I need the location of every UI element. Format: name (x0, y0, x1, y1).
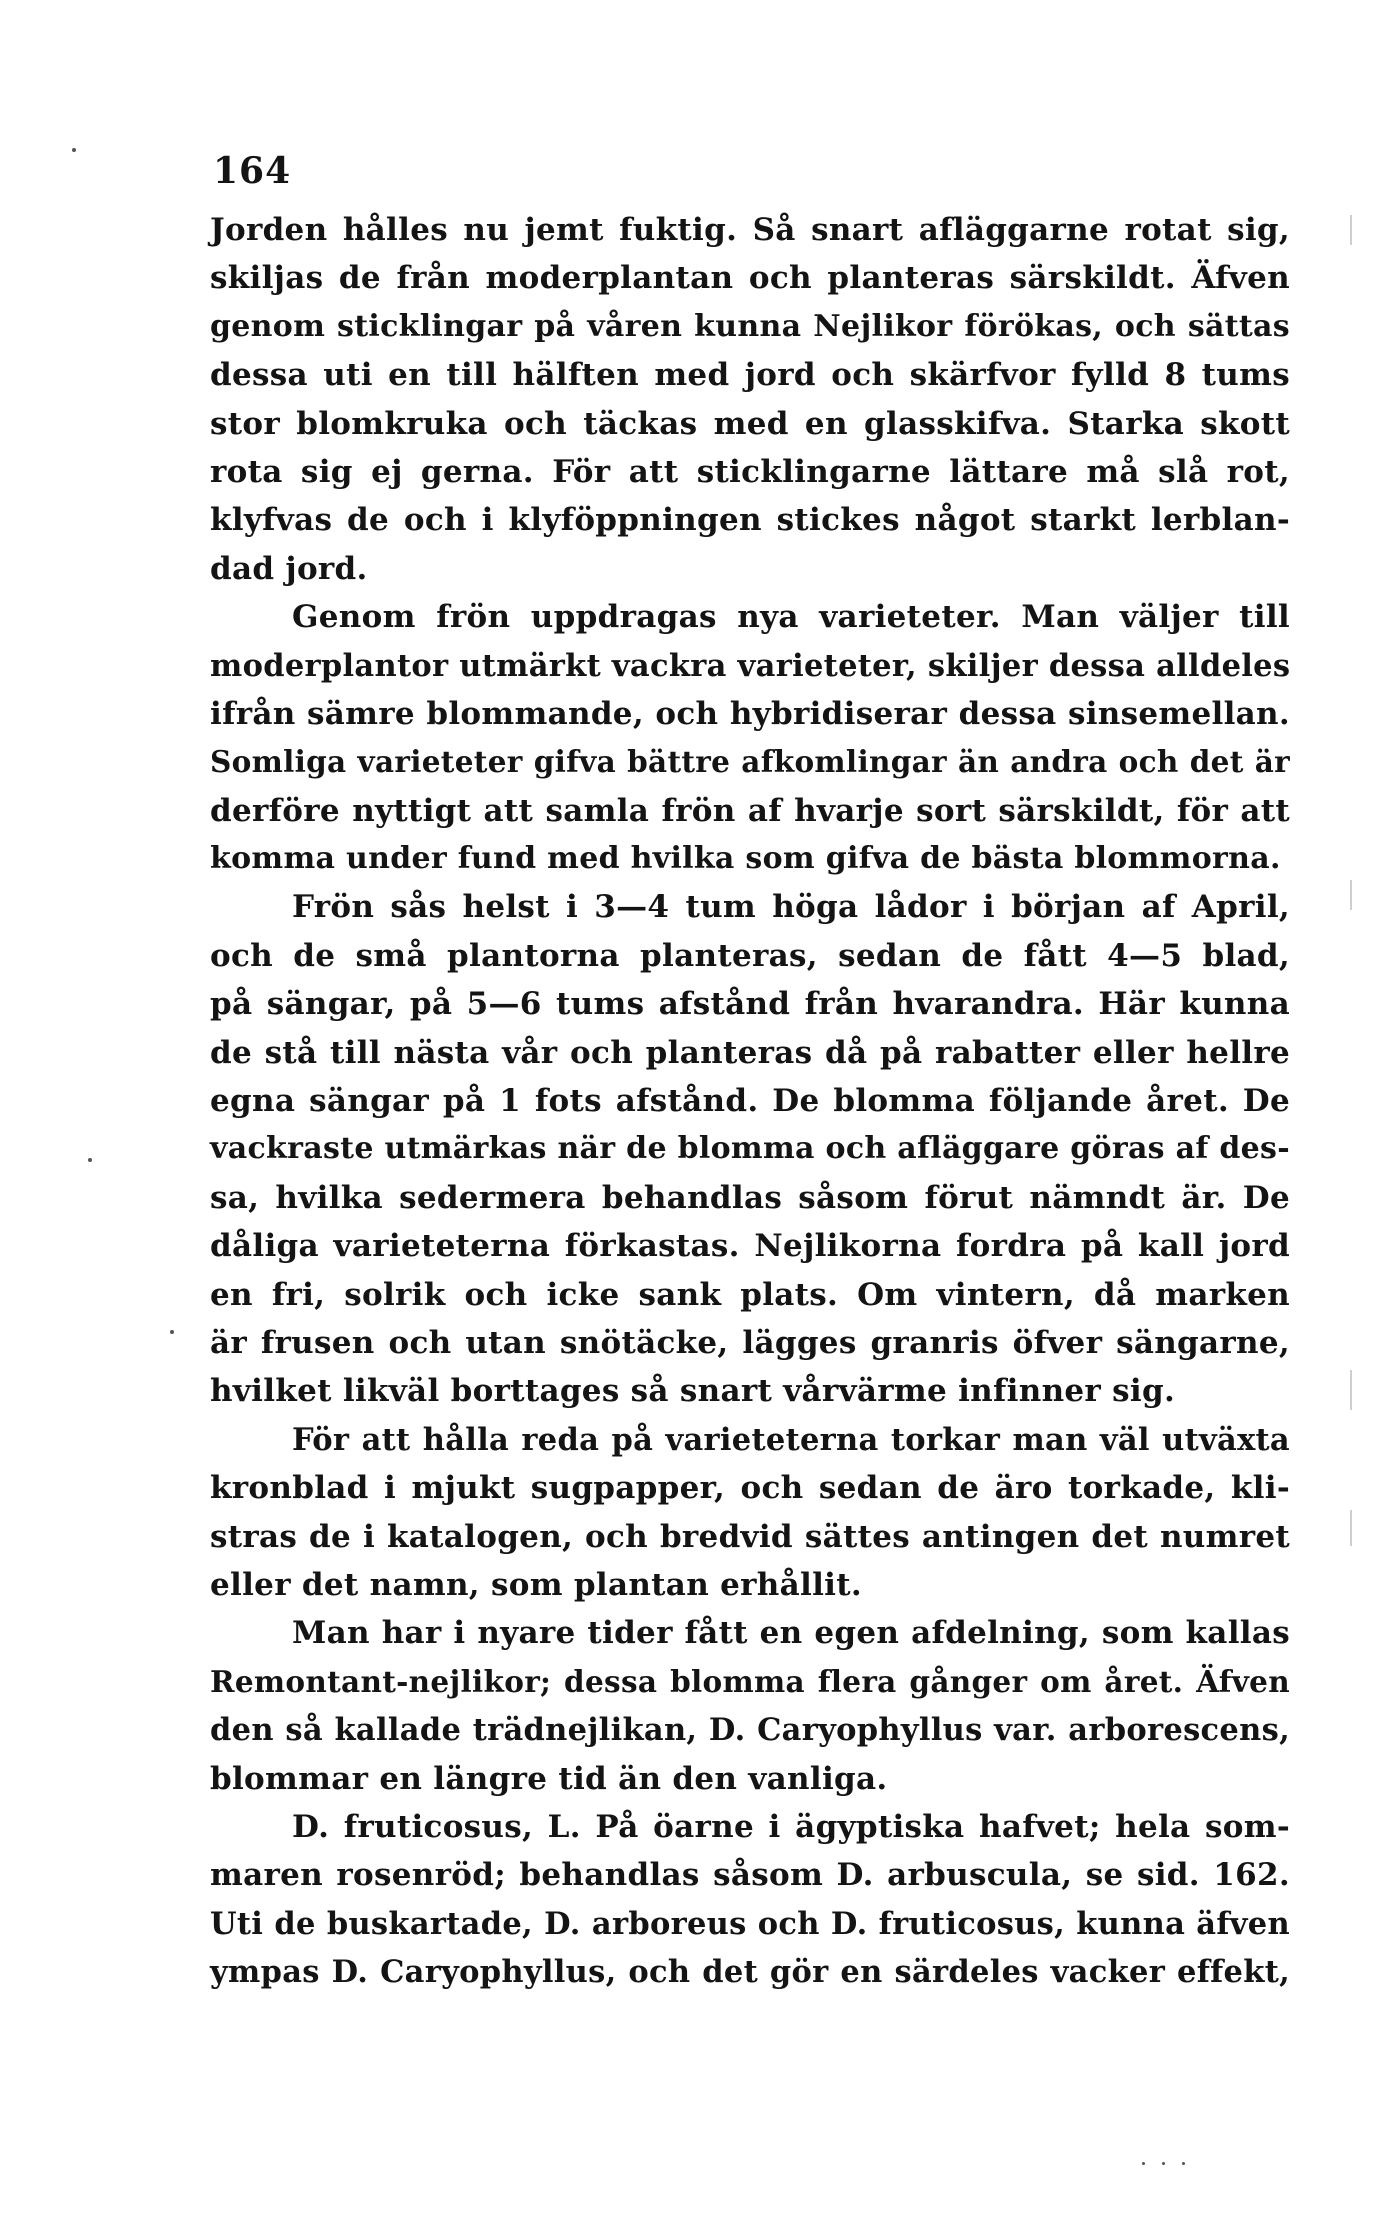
paragraph-start-line: För att hålla reda på varieteterna torkar man väl utväxta (292, 1421, 1290, 1458)
species-entry-line: D. fruticosus, L. På öarne i ägyptiska hafvet; hela som- (292, 1808, 1290, 1845)
text-line: egna sängar på 1 fots afstånd. De blomma följande året. De (210, 1083, 1290, 1120)
scan-speck (1162, 2162, 1165, 2165)
text-line: de stå till nästa vår och planteras då på rabatter eller hellre (210, 1034, 1290, 1071)
text-line: komma under fund med hvilka som gifva de bästa blommorna. (210, 841, 1281, 877)
text-line: rota sig ej gerna. För att sticklingarne lättare må slå rot, (210, 453, 1290, 490)
text-line: eller det namn, som plantan erhållit. (210, 1566, 862, 1603)
scan-edge-mark (1350, 1510, 1352, 1546)
text-line: på sängar, på 5—6 tums afstånd från hvarandra. Här kunna (210, 986, 1290, 1023)
scan-speck (1142, 2162, 1145, 2165)
scan-edge-mark (1350, 880, 1352, 910)
text-line: dessa uti en till hälften med jord och skärfvor fylld 8 tums (210, 357, 1290, 394)
text-line: Remontant-nejlikor; dessa blomma flera gånger om året. Äfven (210, 1663, 1290, 1699)
text-line: är frusen och utan snötäcke, lägges granris öfver sängarne, (210, 1324, 1290, 1361)
text-line: och de små plantorna planteras, sedan de fått 4—5 blad, (210, 937, 1290, 974)
text-line: vackraste utmärkas när de blomma och afläggare göras af des- (210, 1131, 1290, 1167)
scan-speck (170, 1330, 174, 1334)
text-line: ympas D. Caryophyllus, och det gör en särdeles vacker effekt, (210, 1954, 1290, 1991)
text-line: derföre nyttigt att samla frön af hvarje sort särskildt, för att (210, 792, 1290, 829)
text-line: Somliga varieteter gifva bättre afkomlingar än andra och det är (210, 744, 1290, 780)
text-line: klyfvas de och i klyföppningen stickes något starkt lerblan- (210, 502, 1290, 539)
paragraph-start-line: Frön sås helst i 3—4 tum höga lådor i början af April, (292, 889, 1290, 926)
text-line: moderplantor utmärkt vackra varieteter, skiljer dessa alldeles (210, 647, 1291, 684)
text-line: Jorden hålles nu jemt fuktig. Så snart afläggarne rotat sig, (210, 212, 1290, 248)
text-line: skiljas de från moderplantan och planteras särskildt. Äfven (210, 260, 1290, 297)
text-line: blommar en längre tid än den vanliga. (210, 1760, 888, 1797)
paragraph-start-line: Genom frön uppdragas nya varieteter. Man väljer till (292, 599, 1290, 636)
text-line: Uti de buskartade, D. arboreus och D. fruticosus, kunna äfven (210, 1905, 1290, 1942)
text-line: hvilket likväl borttages så snart vårvärme infinner sig. (210, 1373, 1176, 1410)
scan-speck (88, 1158, 92, 1162)
scan-edge-mark (1350, 1370, 1352, 1410)
text-line: sa, hvilka sedermera behandlas såsom förut nämndt är. De (210, 1179, 1290, 1216)
scan-edge-mark (1350, 215, 1352, 245)
scan-speck (1182, 2162, 1185, 2165)
text-line: dåliga varieteterna förkastas. Nejlikorna fordra på kall jord (210, 1228, 1290, 1265)
text-line: ifrån sämre blommande, och hybridiserar dessa sinsemellan. (210, 695, 1290, 732)
text-line: kronblad i mjukt sugpapper, och sedan de äro torkade, kli- (210, 1470, 1290, 1507)
body-text (210, 206, 1290, 1996)
scan-speck (72, 148, 76, 152)
text-line: stras de i katalogen, och bredvid sättes antingen det numret (210, 1518, 1290, 1555)
paragraph-start-line: Man har i nyare tider fått en egen afdelning, som kallas (292, 1615, 1290, 1652)
text-line: stor blomkruka och täckas med en glasskifva. Starka skott (210, 405, 1290, 442)
text-line: maren rosenröd; behandlas såsom D. arbuscula, se sid. 162. (210, 1857, 1290, 1894)
text-line: dad jord. (210, 550, 368, 587)
page-number: 164 (213, 150, 292, 192)
text-line: en fri, solrik och icke sank plats. Om vintern, då marken (210, 1276, 1290, 1313)
text-line: genom sticklingar på våren kunna Nejlikor förökas, och sättas (210, 308, 1290, 344)
text-line: den så kallade trädnejlikan, D. Caryophyllus var. arborescens, (210, 1712, 1290, 1749)
